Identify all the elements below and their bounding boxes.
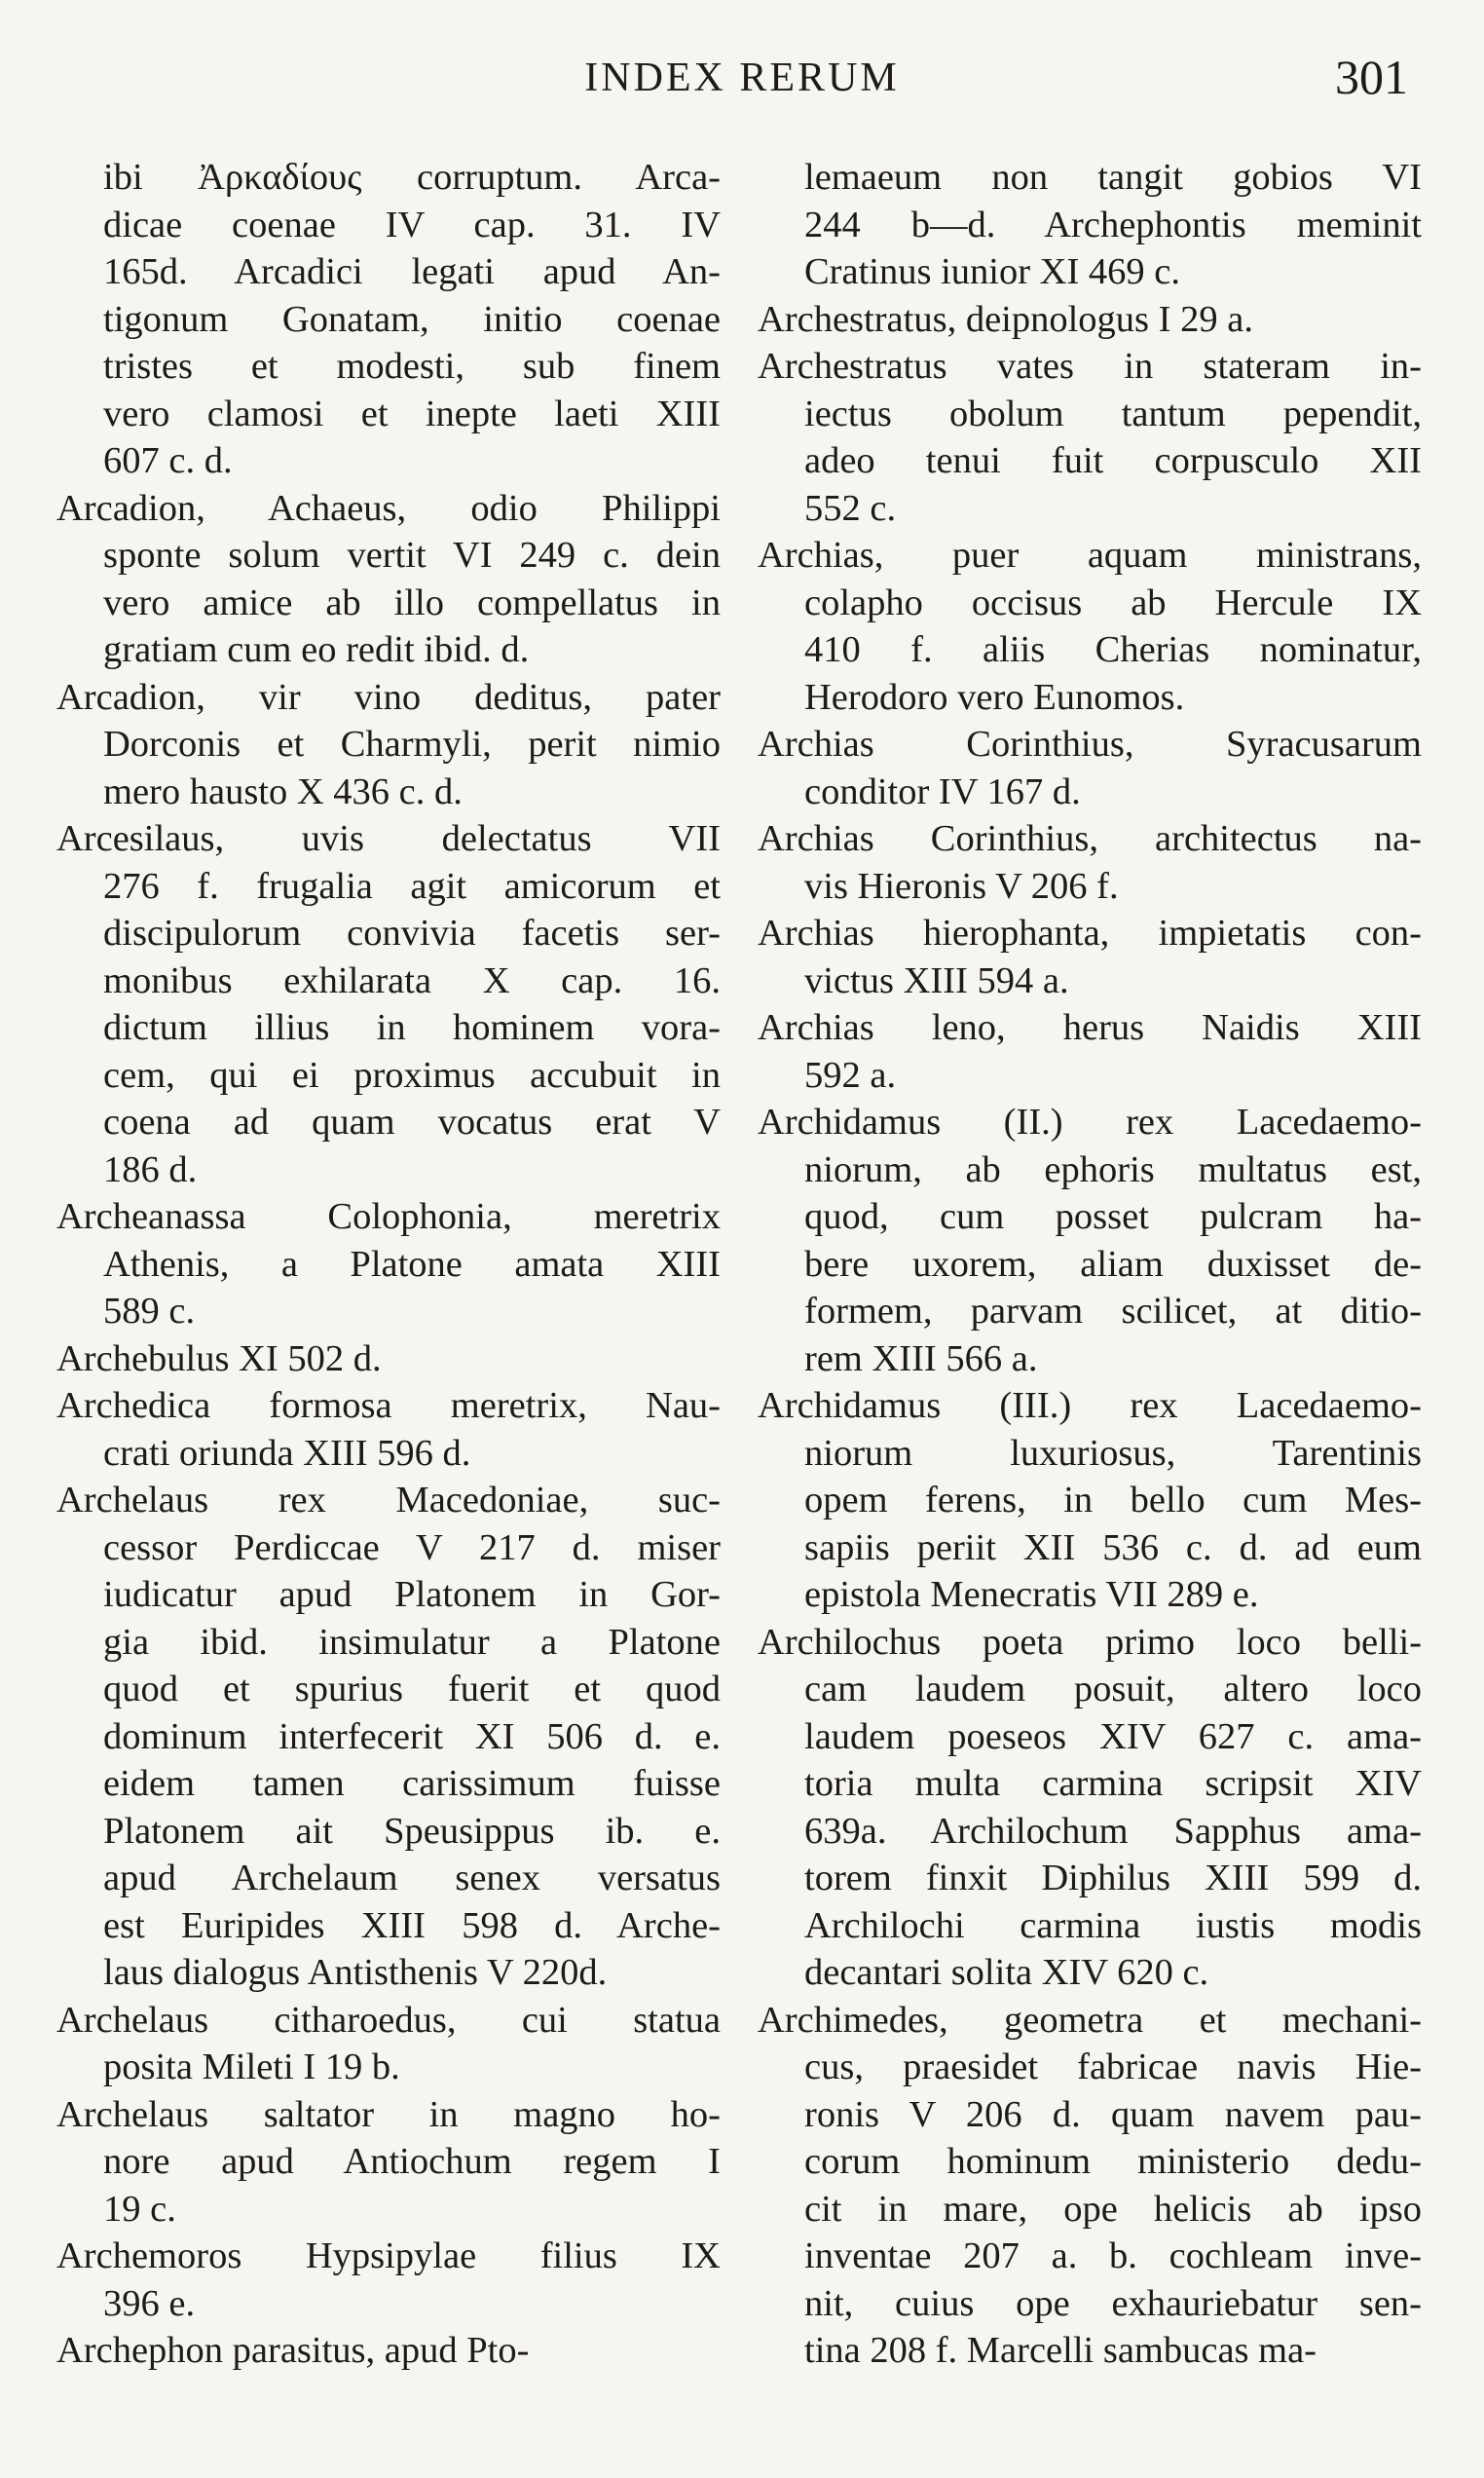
- index-entry: [758, 343, 1422, 532]
- text-line: Archias, puer aquam ministrans,: [758, 535, 1422, 576]
- text-line: eidem tamen carissimum fuisse: [103, 1763, 721, 1804]
- index-entry: [56, 485, 721, 674]
- text-line: ronis V 206 d. quam navem pau-: [804, 2093, 1422, 2135]
- text-line: Arcesilaus, uvis delectatus VII: [56, 818, 721, 859]
- entry-list: [56, 485, 721, 2375]
- index-entry: [758, 1382, 1422, 1619]
- text-line: 410 f. aliis Cherias nominatur,: [804, 629, 1422, 670]
- text-line: tristes et modesti, sub finem: [103, 346, 721, 387]
- index-entry: [56, 1335, 721, 1383]
- text-line: quod et spurius fuerit et quod: [103, 1669, 721, 1709]
- text-line: toria multa carmina scripsit XIV: [804, 1763, 1422, 1804]
- text-line: coena ad quam vocatus erat V: [103, 1102, 721, 1143]
- text-line: sponte solum vertit VI 249 c. dein: [103, 535, 721, 576]
- text-line: cus, praesidet fabricae navis Hie-: [804, 2046, 1422, 2087]
- text-line: 186 d.: [103, 1148, 198, 1190]
- text-line: victus XIII 594 a.: [804, 959, 1069, 1001]
- text-line: Archelaus citharoedus, cui statua: [56, 1999, 721, 2041]
- text-line: ibi Ἀρκαδίους corruptum. Arca-: [103, 157, 721, 198]
- index-entry: [758, 296, 1422, 344]
- text-line: lemaeum non tangit gobios VI: [804, 157, 1422, 198]
- text-line: 607 c. d.: [103, 440, 233, 481]
- index-entry: [56, 815, 721, 1193]
- text-line: Archebulus XI 502 d.: [56, 1337, 382, 1379]
- text-line: 552 c.: [804, 487, 897, 529]
- continued-entry: [56, 154, 721, 485]
- text-line: Archestratus, deipnologus I 29 a.: [758, 298, 1253, 340]
- text-line: Athenis, a Platone amata XIII: [103, 1243, 721, 1285]
- index-entry: [758, 910, 1422, 1004]
- text-line: monibus exhilarata X cap. 16.: [103, 959, 721, 1001]
- index-entry: [56, 2233, 721, 2327]
- text-line: epistola Menecratis VII 289 e.: [804, 1574, 1259, 1615]
- entry-list: [758, 296, 1422, 2375]
- text-line: iudicatur apud Platonem in Gor-: [103, 1574, 721, 1615]
- text-line: vis Hieronis V 206 f.: [804, 865, 1119, 907]
- text-line: Archias Corinthius, Syracusarum: [758, 724, 1422, 765]
- text-line: Archimedes, geometra et mechani-: [758, 1999, 1422, 2041]
- text-line: cit in mare, ope helicis ab ipso: [804, 2188, 1422, 2230]
- index-entry: [56, 1382, 721, 1477]
- text-line: Archidamus (III.) rex Lacedaemo-: [758, 1385, 1422, 1426]
- text-line: 639a. Archilochum Sapphus ama-: [804, 1810, 1422, 1852]
- text-line: tigonum Gonatam, initio coenae: [103, 298, 721, 340]
- text-line: laudem poeseos XIV 627 c. ama-: [804, 1715, 1422, 1757]
- index-entry: [758, 1619, 1422, 1997]
- text-line: discipulorum convivia facetis ser-: [103, 913, 721, 954]
- text-line: tina 208 f. Marcelli sambucas ma-: [804, 2330, 1317, 2371]
- text-line: cam laudem posuit, altero loco: [804, 1669, 1422, 1709]
- index-entry: [758, 815, 1422, 910]
- index-entry: [758, 721, 1422, 815]
- text-line: dicae coenae IV cap. 31. IV: [103, 204, 721, 245]
- text-line: dominum interfecerit XI 506 d. e.: [103, 1715, 721, 1757]
- text-line: Archias hierophanta, impietatis con-: [758, 913, 1422, 954]
- text-line: Archedica formosa meretrix, Nau-: [56, 1385, 721, 1426]
- text-line: corum hominum ministerio dedu-: [804, 2141, 1422, 2182]
- text-line: mero hausto X 436 c. d.: [103, 770, 463, 812]
- text-line: bere uxorem, aliam duxisset de-: [804, 1243, 1422, 1285]
- index-entry: [56, 2327, 721, 2375]
- text-line: conditor IV 167 d.: [804, 770, 1081, 812]
- text-line: est Euripides XIII 598 d. Arche-: [103, 1904, 721, 1946]
- index-entry: [56, 2091, 721, 2234]
- text-line: 592 a.: [804, 1054, 897, 1096]
- index-entry: [56, 1997, 721, 2091]
- text-line: apud Archelaum senex versatus: [103, 1858, 721, 1898]
- text-line: nore apud Antiochum regem I: [103, 2141, 721, 2182]
- running-header-title: INDEX RERUM: [584, 56, 900, 100]
- text-line: Arcadion, vir vino deditus, pater: [56, 676, 721, 718]
- text-line: Arcadion, Achaeus, odio Philippi: [56, 487, 721, 529]
- text-line: quod, cum posset pulcram ha-: [804, 1196, 1422, 1237]
- page-number: 301: [1335, 50, 1408, 104]
- text-line: Archeanassa Colophonia, meretrix: [56, 1196, 721, 1237]
- text-line: gratiam cum eo redit ibid. d.: [103, 629, 530, 670]
- text-line: vero clamosi et inepte laeti XIII: [103, 393, 721, 434]
- text-line: Dorconis et Charmyli, perit nimio: [103, 724, 721, 765]
- text-line: niorum, ab ephoris multatus est,: [804, 1148, 1422, 1190]
- index-entry: [758, 1004, 1422, 1099]
- text-line: Archilochus poeta primo loco belli-: [758, 1621, 1422, 1663]
- text-line: decantari solita XIV 620 c.: [804, 1952, 1209, 1993]
- text-line: Archephon parasitus, apud Pto-: [56, 2330, 530, 2371]
- text-line: iectus obolum tantum pependit,: [804, 393, 1422, 434]
- index-entry: [56, 1477, 721, 1997]
- text-line: Archilochi carmina iustis modis: [804, 1904, 1422, 1946]
- text-line: 276 f. frugalia agit amicorum et: [103, 865, 721, 907]
- text-line: vero amice ab illo compellatus in: [103, 582, 721, 623]
- text-line: opem ferens, in bello cum Mes-: [804, 1480, 1422, 1521]
- text-line: laus dialogus Antisthenis V 220d.: [103, 1952, 608, 1993]
- text-line: torem finxit Diphilus XIII 599 d.: [804, 1858, 1422, 1898]
- index-entry: [758, 532, 1422, 721]
- left-column: [56, 154, 721, 2375]
- text-line: adeo tenui fuit corpusculo XII: [804, 440, 1422, 481]
- index-entry: [56, 674, 721, 816]
- text-line: crati oriunda XIII 596 d.: [103, 1432, 471, 1474]
- text-line: 19 c.: [103, 2188, 176, 2230]
- continued-entry: [758, 154, 1422, 296]
- text-line: posita Mileti I 19 b.: [103, 2046, 400, 2087]
- text-line: colapho occisus ab Hercule IX: [804, 582, 1422, 623]
- text-line: Archias leno, herus Naidis XIII: [758, 1007, 1422, 1048]
- text-line: 589 c.: [103, 1291, 196, 1332]
- index-entry: [758, 1099, 1422, 1382]
- text-line: gia ibid. insimulatur a Platone: [103, 1621, 721, 1663]
- text-line: formem, parvam scilicet, at ditio-: [804, 1291, 1422, 1332]
- text-line: sapiis periit XII 536 c. d. ad eum: [804, 1526, 1422, 1568]
- text-line: Platonem ait Speusippus ib. e.: [103, 1810, 721, 1852]
- index-entry: [758, 1997, 1422, 2375]
- text-line: rem XIII 566 a.: [804, 1337, 1038, 1379]
- right-column: [758, 154, 1422, 2375]
- text-line: Archias Corinthius, architectus na-: [758, 818, 1422, 859]
- text-line: 165d. Arcadici legati apud An-: [103, 251, 721, 292]
- text-line: Archestratus vates in stateram in-: [758, 346, 1422, 387]
- index-entry: [56, 1193, 721, 1335]
- text-line: Herodoro vero Eunomos.: [804, 676, 1185, 718]
- text-line: Cratinus iunior XI 469 c.: [804, 251, 1181, 292]
- text-line: 244 b—d. Archephontis meminit: [804, 204, 1422, 245]
- text-line: Archelaus rex Macedoniae, suc-: [56, 1480, 721, 1521]
- text-line: 396 e.: [103, 2282, 196, 2324]
- text-line: cessor Perdiccae V 217 d. miser: [103, 1526, 721, 1568]
- text-line: Archemoros Hypsipylae filius IX: [56, 2235, 721, 2276]
- text-line: nit, cuius ope exhauriebatur sen-: [804, 2282, 1422, 2324]
- text-line: dictum illius in hominem vora-: [103, 1007, 721, 1048]
- text-line: cem, qui ei proximus accubuit in: [103, 1054, 721, 1096]
- text-line: inventae 207 a. b. cochleam inve-: [804, 2235, 1422, 2276]
- text-line: Archelaus saltator in magno ho-: [56, 2093, 721, 2135]
- text-line: Archidamus (II.) rex Lacedaemo-: [758, 1102, 1422, 1143]
- text-line: niorum luxuriosus, Tarentinis: [804, 1432, 1422, 1474]
